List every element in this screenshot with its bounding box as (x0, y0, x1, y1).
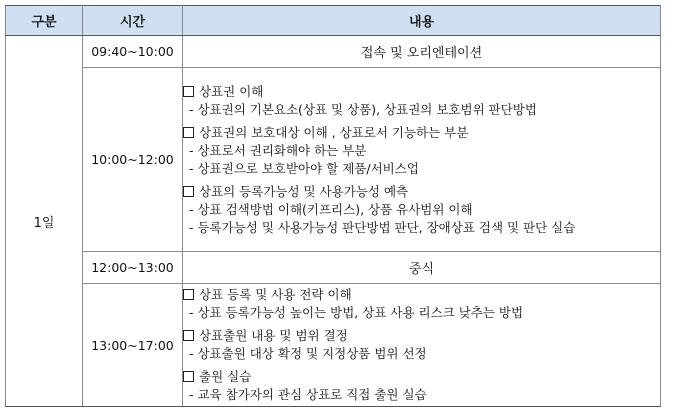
topic-title: 상표출원 내용 및 범위 결정 (199, 328, 348, 343)
checkbox-icon (183, 330, 194, 341)
topic-item: - 상표권의 기본요소(상표 및 상품), 상표권의 보호범위 판단방법 (189, 101, 537, 117)
checkbox-icon (183, 86, 194, 97)
topic-item: - 상표로서 권리화해야 하는 부분 (189, 142, 367, 158)
topic-block (183, 286, 660, 322)
topic-item: - 교육 참가자의 관심 상표로 직접 출원 실습 (189, 387, 427, 402)
topic-heading (183, 286, 660, 304)
topic-heading (183, 83, 660, 101)
day-cell: 1일 (6, 36, 83, 407)
time-cell: 10:00~12:00 (83, 68, 183, 252)
topic-item: - 등록가능성 및 사용가능성 판단방법 판단, 장애상표 검색 및 판단 실습 (189, 219, 576, 235)
time-cell: 09:40~10:00 (83, 36, 183, 68)
topic-block (183, 124, 660, 178)
header-day: 구분 (6, 6, 83, 36)
topic-heading (183, 183, 660, 201)
topic-block (183, 83, 660, 119)
checkbox-icon (183, 371, 194, 382)
checkbox-icon (183, 186, 194, 197)
header-content: 내용 (183, 6, 661, 36)
topic-block (183, 368, 660, 404)
time-cell: 13:00~17:00 (83, 284, 183, 407)
table-row (6, 68, 661, 252)
topic-title: 상표권의 보호대상 이해 , 상표로서 기능하는 부분 (199, 124, 469, 140)
topic-block (183, 327, 660, 363)
content-cell (183, 284, 661, 407)
time-cell: 12:00~13:00 (83, 252, 183, 284)
topic-heading (183, 368, 660, 386)
table-row (6, 284, 661, 407)
topic-title: 상표 등록 및 사용 전략 이해 (199, 287, 352, 302)
topic-block (183, 183, 660, 237)
topic-title: 상표의 등록가능성 및 사용가능성 예측 (199, 183, 409, 199)
header-time: 시간 (83, 6, 183, 36)
header-row (6, 6, 661, 36)
topic-heading (183, 327, 660, 345)
checkbox-icon (183, 127, 194, 138)
content-cell: 접속 및 오리엔테이션 (183, 36, 661, 68)
schedule-table (5, 5, 661, 407)
checkbox-icon (183, 289, 194, 300)
topic-heading (183, 124, 660, 142)
topic-item: - 상표출원 대상 확정 및 지정상품 범위 선정 (189, 346, 427, 361)
topic-title: 출원 실습 (199, 369, 252, 384)
content-cell (183, 68, 661, 252)
table-row (6, 252, 661, 284)
topic-title: 상표권 이해 (199, 83, 264, 99)
topic-item: - 상표권으로 보호받아야 할 제품/서비스업 (189, 160, 419, 176)
topic-item: - 상표 등록가능성 높이는 방법, 상표 사용 리스크 낮추는 방법 (189, 305, 524, 320)
content-cell: 중식 (183, 252, 661, 284)
topic-item: - 상표 검색방법 이해(키프리스), 상품 유사범위 이해 (189, 201, 473, 217)
table-row (6, 36, 661, 68)
